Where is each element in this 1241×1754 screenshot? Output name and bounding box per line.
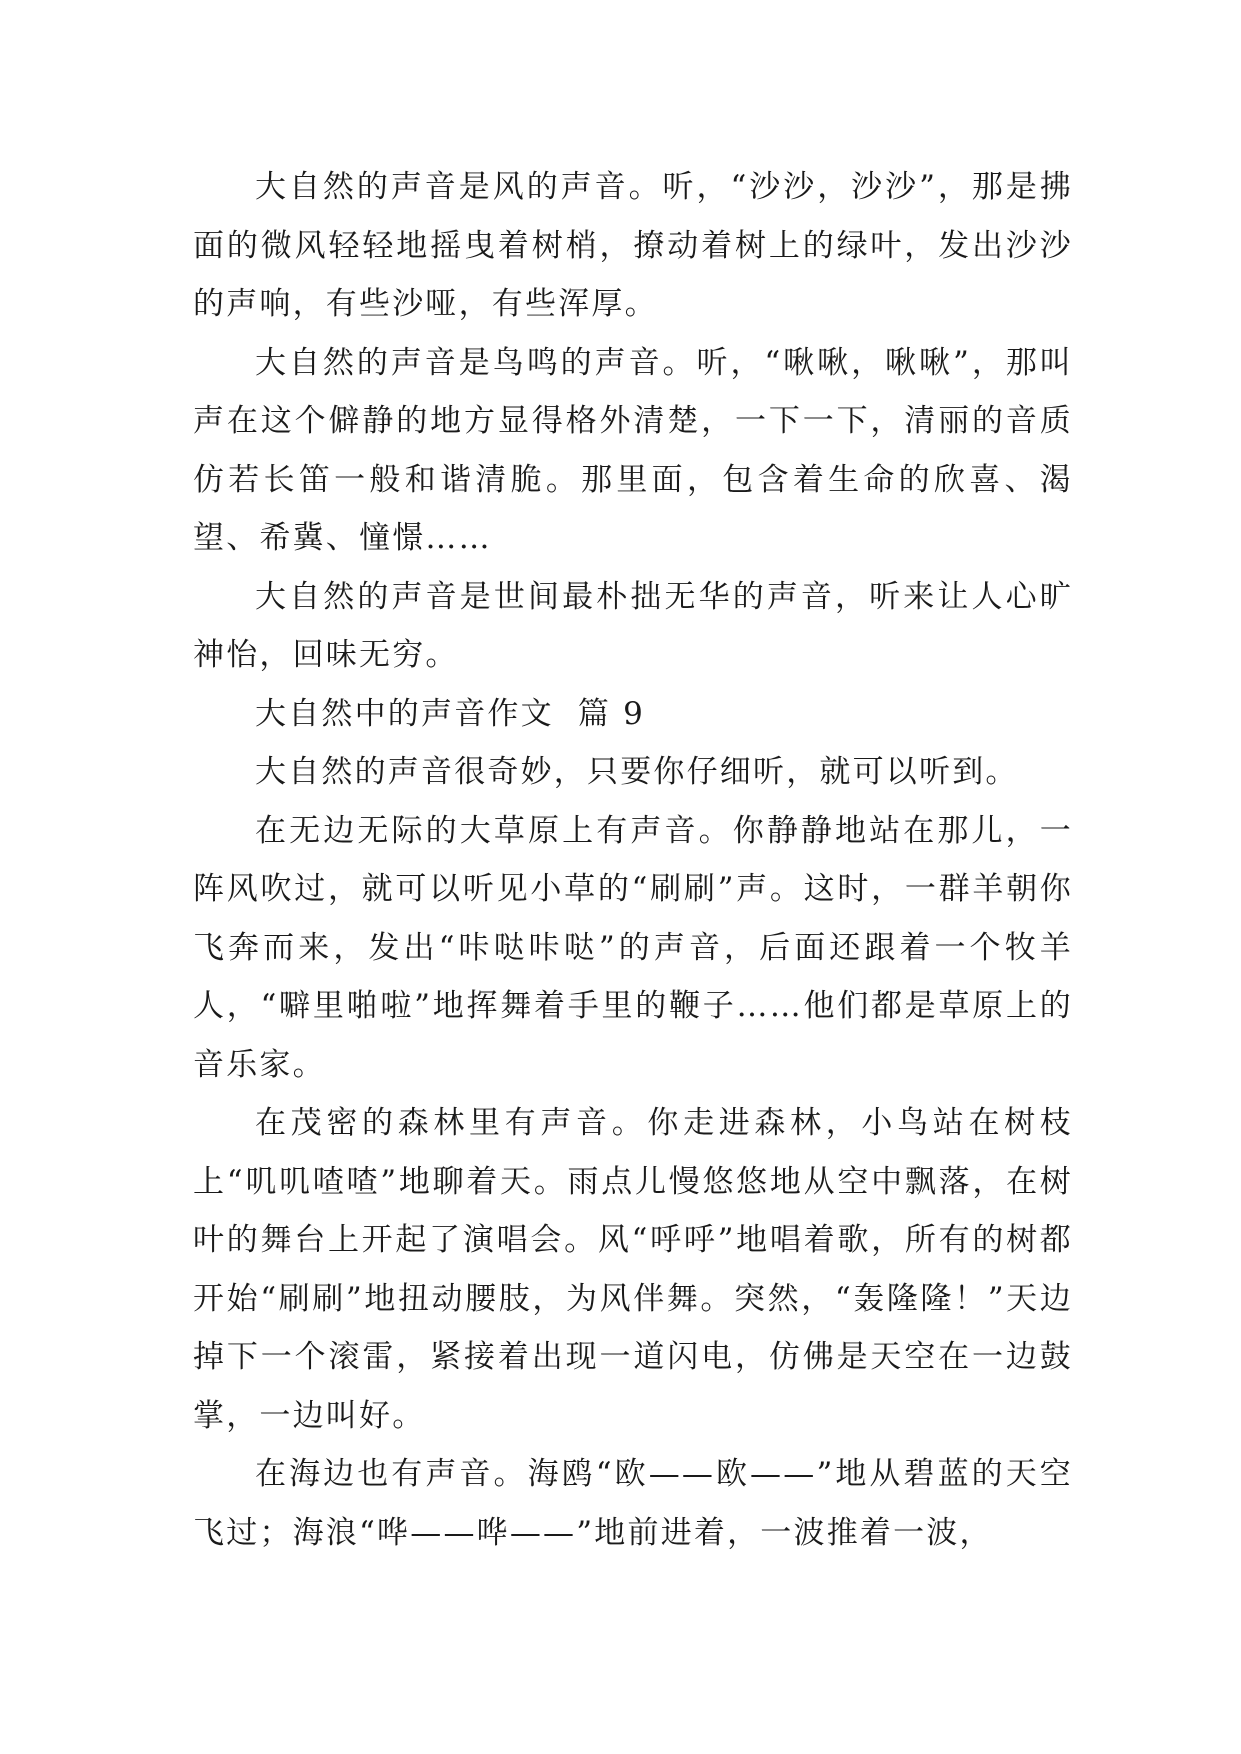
paragraph-intro: 大自然的声音很奇妙，只要你仔细听，就可以听到。 (255, 754, 1019, 790)
paragraph-forest: 在茂密的森林里有声音。你走进森林，小鸟站在树枝上“叽叽喳喳”地聊着天。雨点儿慢悠悠地从空中飘落，在树叶的舞台上开起了演唱会。风“呼呼”地唱着歌，所有的树都开始“刷刷”地扭动腰肢，为风伴舞。突然，“轰隆隆！”天边掉下一个滚雷，紧接着出现一道闪电，仿佛是天空在一边鼓掌，一边叫好。 (193, 1105, 1073, 1434)
paragraph-birdsong: 大自然的声音是鸟鸣的声音。听，“啾啾，啾啾”，那叫声在这个僻静的地方显得格外清楚，一下一下，清丽的音质仿若长笛一般和谐清脆。那里面，包含着生命的欣喜、渴望、希冀、憧憬…… (193, 344, 1073, 556)
paragraph-wind: 大自然的声音是风的声音。听，“沙沙，沙沙”，那是拂面的微风轻轻地摇曳着树梢，撩动着树上的绿叶，发出沙沙的声响，有些沙哑，有些浑厚。 (193, 169, 1073, 322)
paragraph-grassland: 在无边无际的大草原上有声音。你静静地站在那儿，一阵风吹过，就可以听见小草的“刷刷”声。这时，一群羊朝你飞奔而来，发出“咔哒咔哒”的声音，后面还跟着一个牧羊人，“噼里啪啦”地挥舞着手里的鞭子……他们都是草原上的音乐家。 (193, 812, 1073, 1083)
paragraph-seaside: 在海边也有声音。海鸥“欧——欧——”地从碧蓝的天空飞过；海浪“哗——哗——”地前进着，一波推着一波， (193, 1456, 1073, 1551)
article-body (193, 158, 1073, 1562)
paragraph-summary: 大自然的声音是世间最朴拙无华的声音，听来让人心旷神怡，回味无穷。 (193, 578, 1073, 673)
section-heading: 大自然中的声音作文 篇 9 (255, 695, 646, 732)
